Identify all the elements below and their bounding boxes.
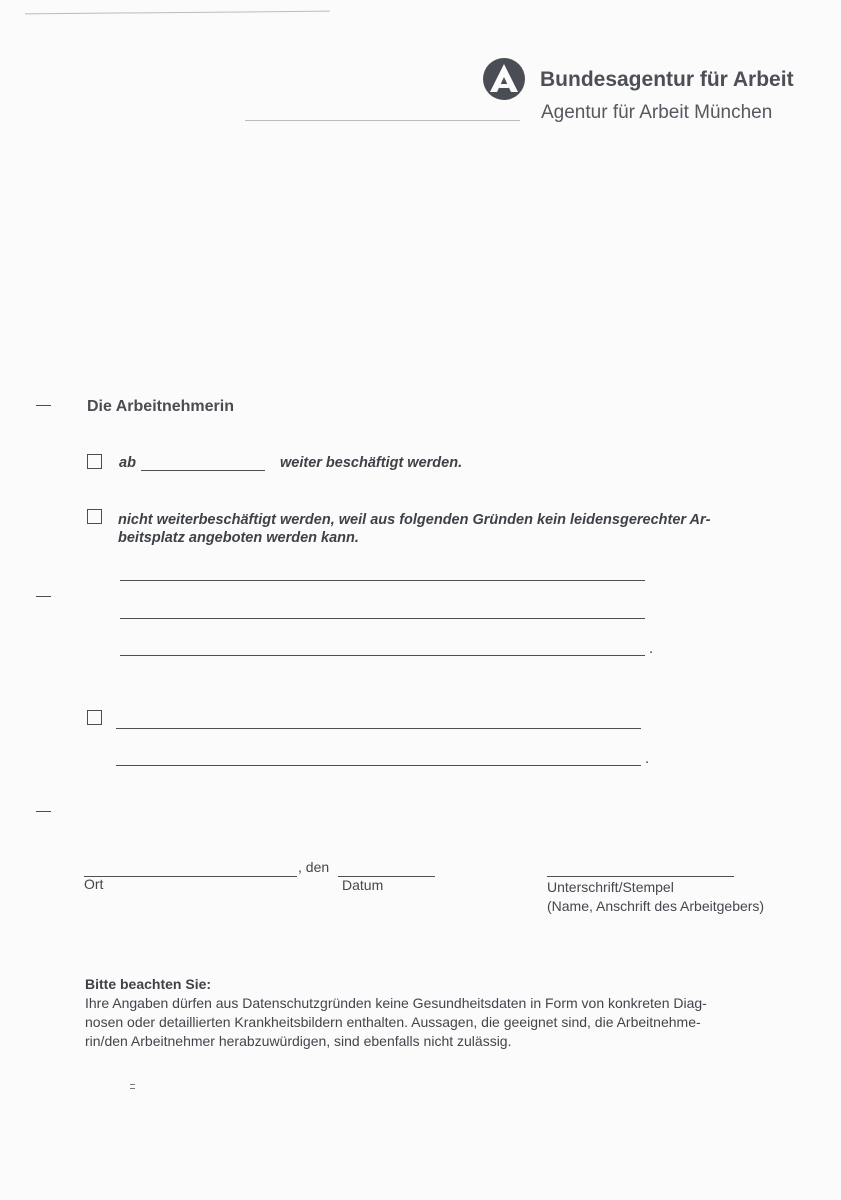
fold-mark-top: [36, 405, 51, 406]
date-label: Datum: [342, 877, 384, 893]
letterhead-line: [245, 120, 520, 121]
checkbox-continue-employment[interactable]: [87, 454, 102, 469]
signature-field[interactable]: [547, 876, 734, 877]
option-continue-prefix: ab: [119, 455, 136, 471]
reason-line-1[interactable]: [120, 580, 645, 581]
top-edge-line: [25, 11, 330, 15]
office-name: Agentur für Arbeit München: [541, 102, 773, 123]
notice-title: Bitte beachten Sie:: [85, 976, 212, 992]
place-field[interactable]: [84, 876, 297, 877]
ba-logo-triangle-icon: [482, 57, 526, 101]
fold-mark-bottom: [36, 811, 51, 812]
option-not-continue-line1: nicht weiterbeschäftigt werden, weil aus folgenden Gründen kein leidensgerechter Ar-: [118, 512, 711, 528]
den-text: , den: [298, 859, 330, 875]
notice-body: [85, 994, 805, 1051]
option-not-continue-text: [118, 511, 778, 547]
other-period: .: [645, 750, 650, 767]
notice-line-3: rin/den Arbeitnehmer herabzuwürdigen, sind ebenfalls nicht zulässig.: [85, 1033, 512, 1049]
notice-line-1: Ihre Angaben dürfen aus Datenschutzgründen keine Gesundheitsdaten in Form von konkreten Diag-: [85, 995, 707, 1011]
checkbox-not-continue-employment[interactable]: [87, 509, 102, 524]
fold-mark-middle: [36, 596, 51, 597]
place-label: Ort: [84, 876, 104, 892]
notice-line-2: nosen oder detaillierten Krankheitsbildern enthalten. Aussagen, die geeignet sind, die Arbeitnehme-: [85, 1014, 701, 1030]
scan-speck: [130, 1084, 135, 1089]
other-line-2[interactable]: [116, 765, 641, 766]
form-heading: Die Arbeitnehmerin: [87, 398, 234, 415]
organization-name: Bundesagentur für Arbeit: [540, 68, 794, 91]
option-continue-suffix: weiter beschäftigt werden.: [280, 455, 463, 471]
start-date-field[interactable]: [141, 470, 265, 471]
other-line-1[interactable]: [116, 728, 641, 729]
reason-line-3[interactable]: [120, 655, 645, 656]
signature-sublabel: (Name, Anschrift des Arbeitgebers): [547, 898, 765, 914]
reason-line-2[interactable]: [120, 618, 645, 619]
reason-period: .: [649, 640, 654, 657]
checkbox-other[interactable]: [87, 710, 102, 725]
signature-label: Unterschrift/Stempel: [547, 879, 674, 895]
option-not-continue-line2: beitsplatz angeboten werden kann.: [118, 530, 359, 546]
